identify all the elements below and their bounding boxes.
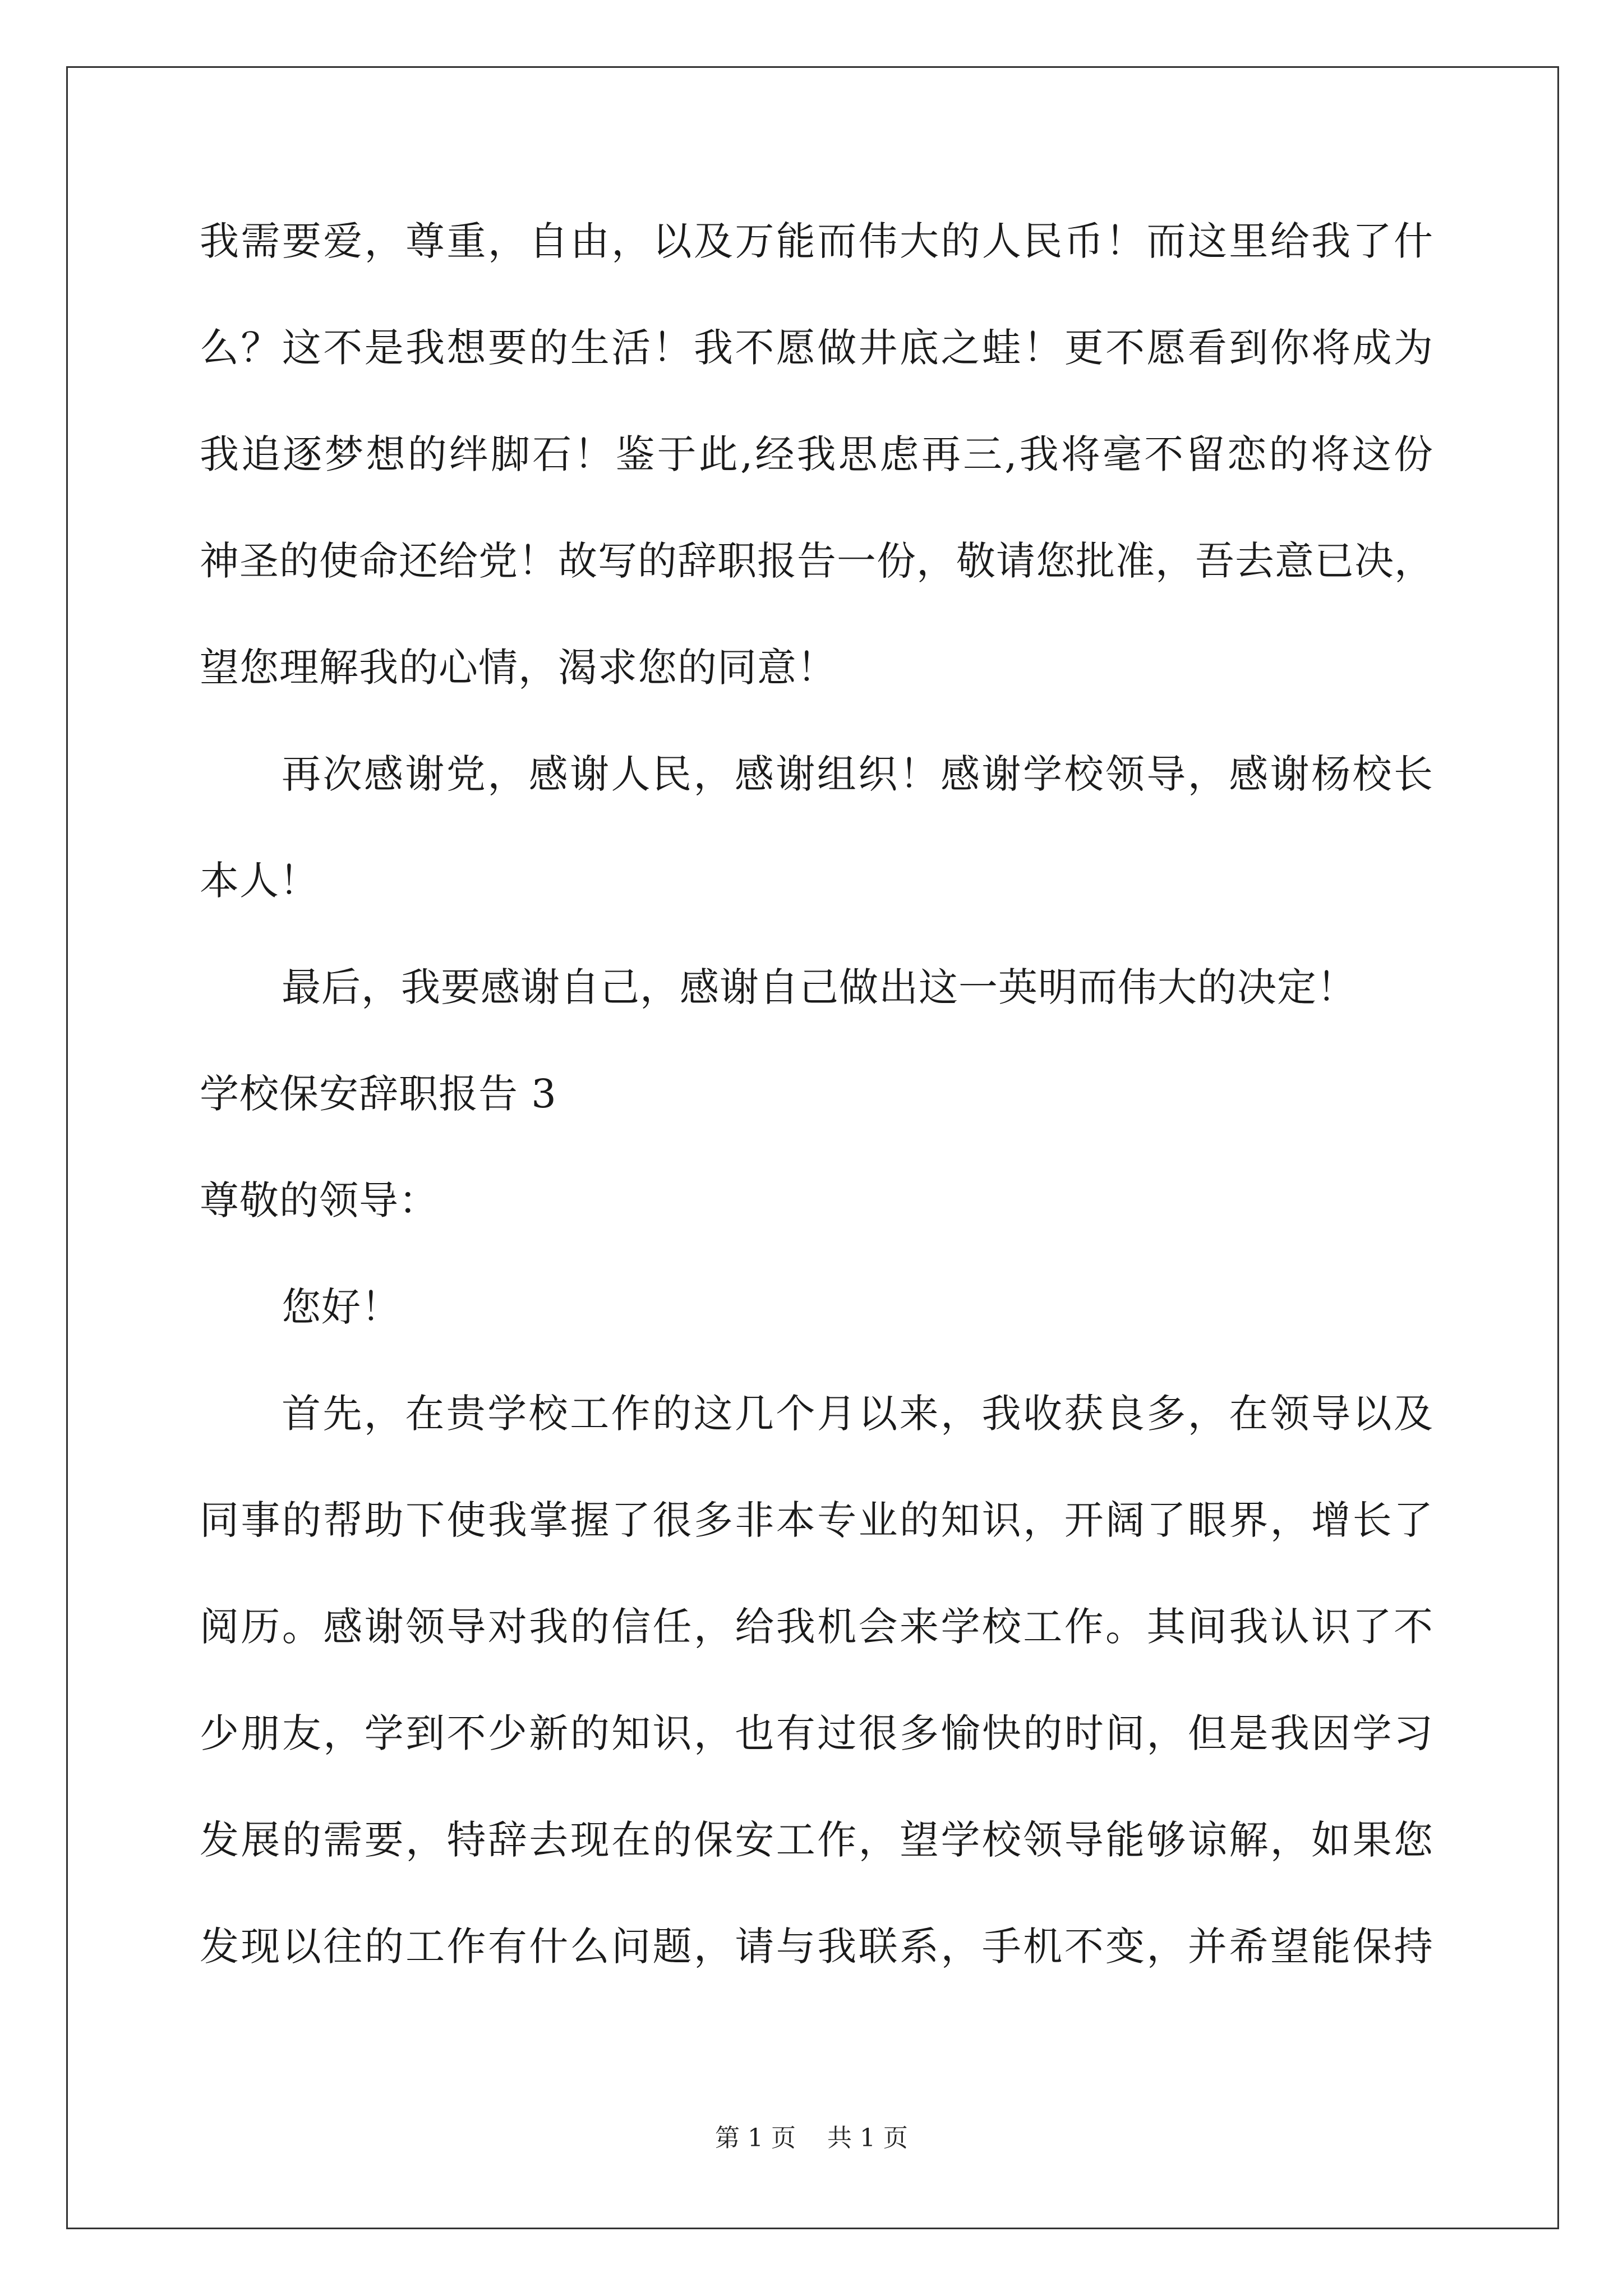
- paragraph-line: 我需要爱，尊重，自由，以及万能而伟大的人民币！而这里给我了什: [200, 218, 1433, 264]
- paragraph-line: 少朋友，学到不少新的知识，也有过很多愉快的时间，但是我因学习: [200, 1710, 1433, 1756]
- paragraph-line: 望您理解我的心情，渴求您的同意！: [200, 645, 837, 691]
- salutation: 尊敬的领导：: [200, 1177, 439, 1223]
- paragraph-line: 么？这不是我想要的生活！我不愿做井底之蛙！更不愿看到你将成为: [200, 325, 1433, 371]
- greeting: 您好！: [282, 1284, 401, 1330]
- paragraph-line: 同事的帮助下使我掌握了很多非本专业的知识，开阔了眼界，增长了: [200, 1497, 1433, 1543]
- paragraph-line: 最后，我要感谢自己，感谢自己做出这一英明而伟大的决定！: [282, 964, 1357, 1010]
- paragraph-line: 首先，在贵学校工作的这几个月以来，我收获良多，在领导以及: [282, 1391, 1433, 1437]
- paragraph-line: 再次感谢党，感谢人民，感谢组织！感谢学校领导，感谢杨校长: [282, 751, 1433, 797]
- section-heading: 学校保安辞职报告 3: [200, 1071, 557, 1117]
- paragraph-line: 本人！: [200, 858, 319, 904]
- paragraph-line: 发现以往的工作有什么问题，请与我联系，手机不变，并希望能保持: [200, 1924, 1433, 1970]
- paragraph-line: 神圣的使命还给党！故写的辞职报告一份，敬请您批准，吾去意已决，: [200, 538, 1434, 584]
- paragraph-line: 我追逐梦想的绊脚石！鉴于此,经我思虑再三,我将毫不留恋的将这份: [200, 431, 1433, 477]
- document-body: [200, 213, 1433, 2025]
- page-footer: 第 1 页 共 1 页: [715, 2124, 908, 2152]
- paragraph-line: 发展的需要，特辞去现在的保安工作，望学校领导能够谅解，如果您: [200, 1817, 1433, 1863]
- paragraph-line: 阅历。感谢领导对我的信任，给我机会来学校工作。其间我认识了不: [200, 1604, 1433, 1650]
